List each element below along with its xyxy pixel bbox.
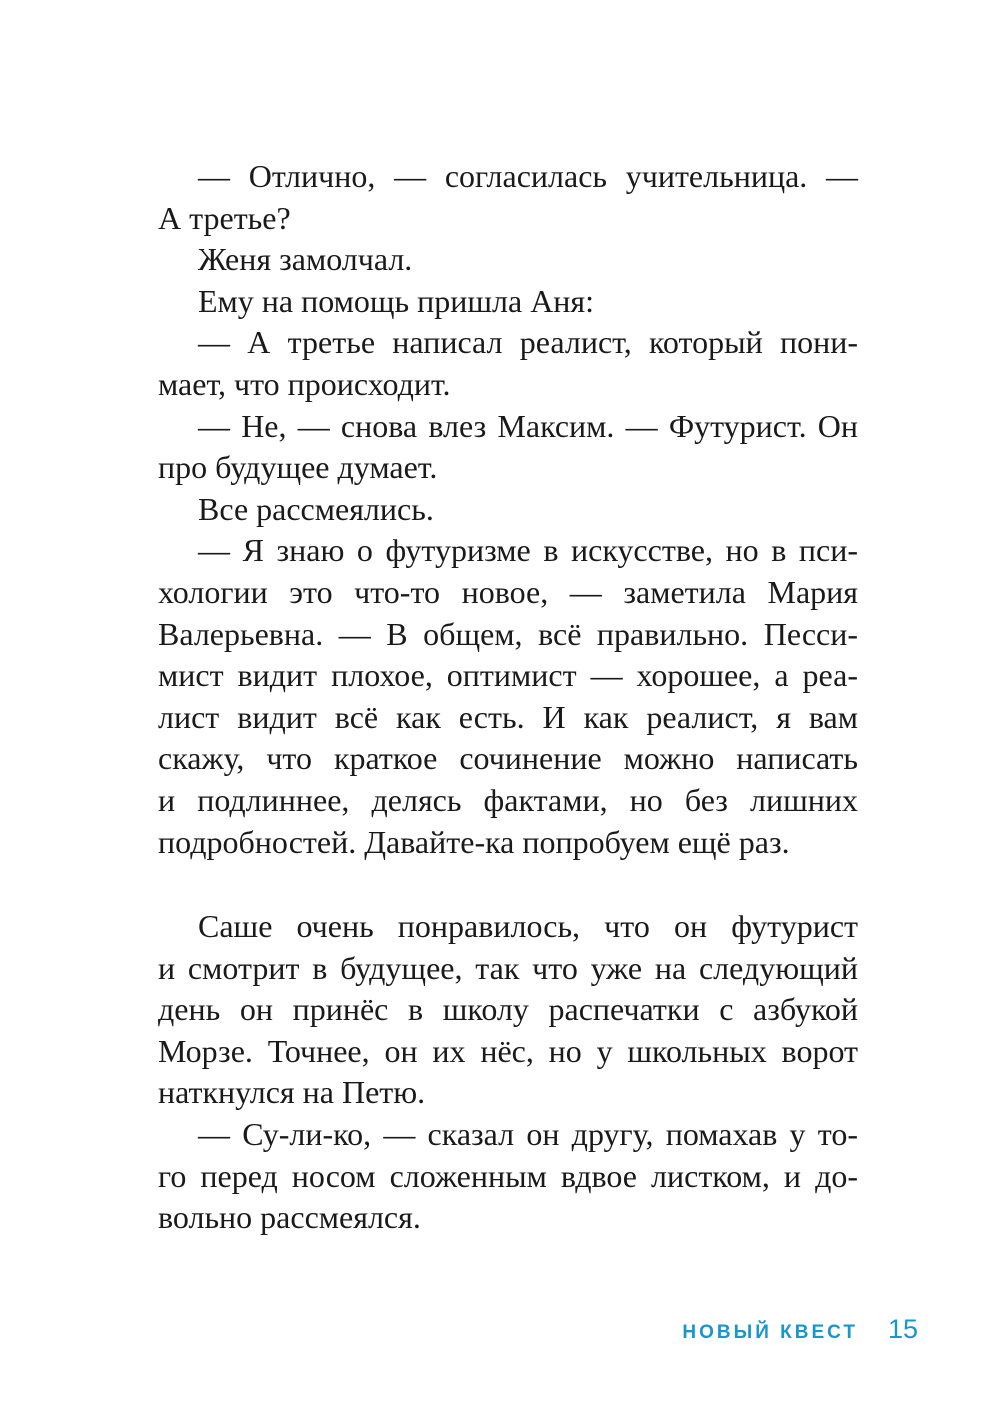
page-number: 15 bbox=[887, 1314, 918, 1344]
text-line: и смотрит в будущее, так что уже на следующий bbox=[158, 949, 858, 986]
text-line: Саше очень понравилось, что он футурист bbox=[198, 908, 858, 944]
text-line: наткнулся на Петю. bbox=[158, 1074, 426, 1111]
text-line: Все рассмеялись. bbox=[198, 490, 434, 527]
text-line: — Я знаю о футуризме в искусстве, но в пси- bbox=[198, 532, 858, 569]
page-footer bbox=[0, 1312, 1000, 1362]
text-line: подробностей. Давайте-ка попробуем ещё раз. bbox=[158, 823, 790, 860]
text-line: — Отлично, — согласилась учительница. — bbox=[198, 158, 858, 194]
text-line: про будущее думает. bbox=[158, 449, 438, 486]
text-line: Ему на помощь пришла Аня: bbox=[198, 282, 595, 319]
text-line: Валерьевна. — В общем, всё правильно. Песси- bbox=[158, 615, 858, 652]
text-line: скажу, что краткое сочинение можно написать bbox=[158, 740, 858, 777]
text-line: и подлиннее, делясь фактами, но без лишних bbox=[158, 781, 858, 818]
running-title: НОВЫЙ КВЕСТ bbox=[682, 1322, 858, 1343]
text-line: А третье? bbox=[158, 199, 291, 236]
text-line: вольно рассмеялся. bbox=[158, 1199, 421, 1236]
text-line: мист видит плохое, оптимист — хорошее, а реа- bbox=[158, 657, 858, 694]
text-line: — А третье написал реалист, который пони- bbox=[198, 324, 858, 361]
text-line: го перед носом сложенным вдвое листком, и до- bbox=[158, 1157, 858, 1194]
text-line: мает, что происходит. bbox=[158, 365, 451, 402]
text-line: — Су-ли-ко, — сказал он другу, помахав у то- bbox=[198, 1115, 858, 1152]
text-line: Женя замолчал. bbox=[198, 241, 413, 278]
text-line: лист видит всё как есть. И как реалист, я вам bbox=[158, 698, 858, 735]
text-line: Морзе. Точнее, он их нёс, но у школьных ворот bbox=[158, 1032, 858, 1069]
text-line: день он принёс в школу распечатки с азбукой bbox=[158, 991, 858, 1028]
text-block-narrative bbox=[158, 906, 858, 1239]
text-block-dialogue bbox=[158, 156, 858, 863]
text-line: хологии это что-то новое, — заметила Мария bbox=[158, 573, 858, 610]
text-line: — Не, — снова влез Максим. — Футурист. Он bbox=[198, 407, 858, 444]
